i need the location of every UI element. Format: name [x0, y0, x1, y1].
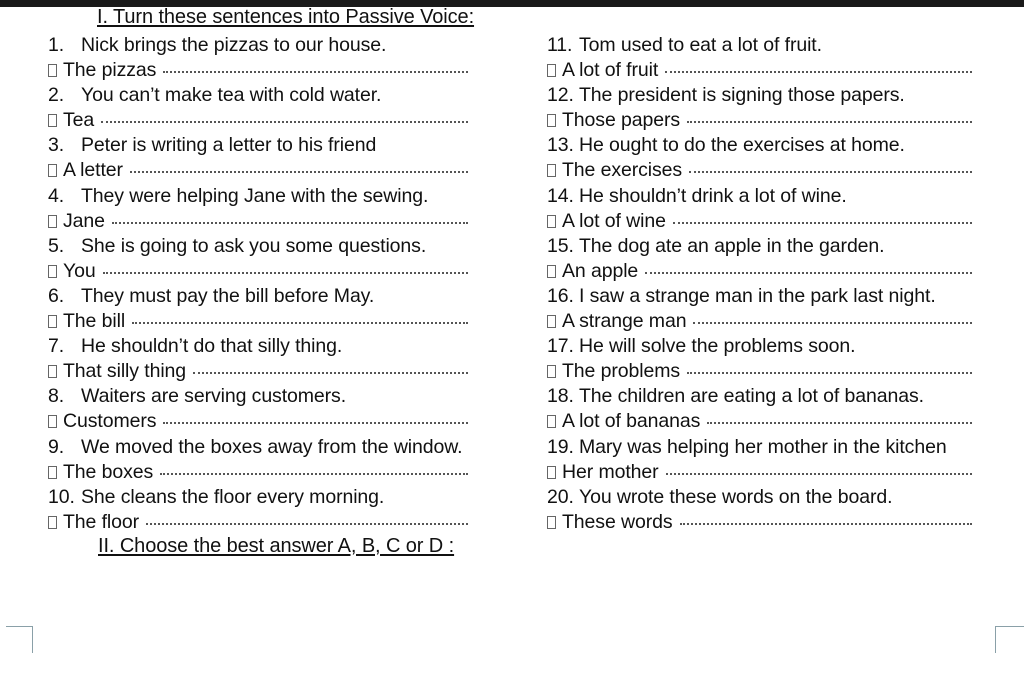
answer-line	[48, 58, 518, 83]
answer-start-text: That silly thing	[63, 360, 187, 383]
sentence-text: Nick brings the pizzas to our house.	[81, 34, 387, 56]
answer-start-text: A lot of wine	[562, 209, 666, 232]
page-corner-mark-left	[6, 626, 33, 653]
bullet-box-icon	[547, 466, 556, 479]
answer-blank[interactable]	[680, 523, 972, 525]
exercise-sentence	[547, 83, 1024, 108]
exercise-sentence	[547, 284, 1024, 309]
answer-blank[interactable]	[665, 71, 972, 73]
exercise-number: 1.	[48, 34, 65, 56]
answer-line	[547, 58, 1024, 83]
exercise-number: 12.	[547, 84, 574, 107]
answer-line	[547, 108, 1024, 133]
exercise-number: 4.	[48, 184, 65, 207]
sentence-text: You wrote these words on the board.	[579, 485, 893, 508]
exercise-sentence	[48, 133, 518, 158]
exercise-number: 18.	[547, 385, 574, 408]
answer-line	[547, 259, 1024, 284]
answer-blank[interactable]	[163, 71, 468, 73]
exercise-sentence	[547, 184, 1024, 209]
sentence-text: He will solve the problems soon.	[579, 335, 856, 358]
answer-line	[48, 409, 518, 434]
exercise-sentence	[547, 133, 1024, 158]
answer-blank[interactable]	[132, 322, 468, 324]
answer-blank[interactable]	[130, 171, 468, 173]
exercise-number: 16.	[547, 284, 574, 307]
answer-line	[48, 309, 518, 334]
answer-blank[interactable]	[101, 121, 468, 123]
exercise-number: 10.	[48, 485, 75, 508]
bullet-box-icon	[48, 466, 57, 479]
answer-blank[interactable]	[666, 473, 972, 475]
sentence-text: She cleans the floor every morning.	[81, 485, 385, 508]
sentence-text: He shouldn’t do that silly thing.	[81, 335, 343, 358]
bullet-box-icon	[547, 265, 556, 278]
answer-line	[547, 309, 1024, 334]
answer-start-text: Customers	[63, 410, 157, 433]
answer-start-text: The pizzas	[63, 59, 157, 82]
answer-start-text: You	[63, 259, 96, 282]
bullet-box-icon	[547, 365, 556, 378]
answer-start-text: An apple	[562, 259, 639, 282]
bullet-box-icon	[547, 315, 556, 328]
bullet-box-icon	[48, 415, 57, 428]
sentence-text: I saw a strange man in the park last night.	[579, 284, 936, 307]
bullet-box-icon	[48, 315, 57, 328]
answer-line	[547, 510, 1024, 535]
exercise-column-right	[547, 33, 1024, 535]
answer-start-text: A letter	[63, 159, 123, 182]
answer-blank[interactable]	[103, 272, 468, 274]
answer-start-text: The problems	[562, 360, 681, 383]
answer-start-text: A strange man	[562, 310, 687, 333]
exercise-sentence	[547, 435, 1024, 460]
sentence-text: They must pay the bill before May.	[81, 284, 375, 307]
exercise-number: 3.	[48, 134, 65, 157]
answer-start-text: A lot of bananas	[562, 410, 701, 433]
answer-line	[547, 460, 1024, 485]
exercise-sentence	[547, 234, 1024, 259]
sentence-text: He ought to do the exercises at home.	[579, 134, 905, 157]
section-1-title: I. Turn these sentences into Passive Voice:	[97, 6, 475, 28]
answer-line	[48, 510, 518, 535]
answer-blank[interactable]	[689, 171, 972, 173]
answer-start-text: Jane	[63, 209, 105, 232]
bullet-box-icon	[48, 516, 57, 529]
exercise-number: 14.	[547, 184, 574, 207]
page-corner-mark-right	[995, 626, 1024, 653]
exercise-number: 19.	[547, 435, 574, 458]
exercise-number: 6.	[48, 284, 65, 307]
answer-line	[547, 209, 1024, 234]
answer-blank[interactable]	[673, 222, 972, 224]
bullet-box-icon	[547, 415, 556, 428]
bullet-box-icon	[48, 265, 57, 278]
bullet-box-icon	[48, 64, 57, 77]
exercise-number: 20.	[547, 485, 574, 508]
exercise-number: 8.	[48, 385, 65, 408]
sentence-text: The children are eating a lot of bananas.	[579, 385, 924, 408]
bullet-box-icon	[48, 365, 57, 378]
answer-line	[547, 158, 1024, 183]
answer-blank[interactable]	[112, 222, 468, 224]
answer-blank[interactable]	[193, 372, 468, 374]
sentence-text: She is going to ask you some questions.	[81, 234, 427, 257]
bullet-box-icon	[48, 114, 57, 127]
bullet-box-icon	[547, 114, 556, 127]
exercise-sentence	[48, 184, 518, 209]
answer-start-text: Tea	[63, 109, 95, 132]
answer-start-text: These words	[562, 510, 673, 533]
exercise-column-left	[48, 33, 518, 535]
exercise-number: 5.	[48, 234, 65, 257]
exercise-sentence	[48, 384, 518, 409]
exercise-sentence	[48, 435, 518, 460]
answer-blank[interactable]	[707, 422, 972, 424]
sentence-text: We moved the boxes away from the window.	[81, 435, 463, 458]
answer-line	[48, 209, 518, 234]
exercise-sentence	[48, 33, 518, 58]
answer-line	[48, 460, 518, 485]
answer-blank[interactable]	[645, 272, 972, 274]
bullet-box-icon	[547, 64, 556, 77]
section-2-title: II. Choose the best answer A, B, C or D :	[98, 535, 455, 557]
answer-start-text: Her mother	[562, 460, 659, 483]
sentence-text: The president is signing those papers.	[579, 84, 905, 107]
answer-line	[48, 108, 518, 133]
answer-start-text: The boxes	[63, 460, 154, 483]
answer-start-text: The bill	[63, 310, 126, 333]
answer-blank[interactable]	[163, 422, 468, 424]
bullet-box-icon	[547, 215, 556, 228]
exercise-sentence	[48, 234, 518, 259]
exercise-number: 15.	[547, 234, 574, 257]
answer-blank[interactable]	[687, 372, 972, 374]
exercise-number: 13.	[547, 134, 574, 157]
exercise-number: 11.	[547, 34, 573, 56]
sentence-text: You can’t make tea with cold water.	[81, 84, 382, 107]
answer-line	[48, 359, 518, 384]
bullet-box-icon	[48, 215, 57, 228]
exercise-sentence	[48, 284, 518, 309]
bullet-box-icon	[547, 164, 556, 177]
answer-start-text: The exercises	[562, 159, 683, 182]
sentence-text: The dog ate an apple in the garden.	[579, 234, 885, 257]
exercise-sentence	[547, 384, 1024, 409]
answer-line	[547, 409, 1024, 434]
answer-line	[48, 158, 518, 183]
exercise-sentence	[547, 485, 1024, 510]
exercise-number: 7.	[48, 335, 65, 358]
sentence-text: Waiters are serving customers.	[81, 385, 347, 408]
answer-start-text: Those papers	[562, 109, 681, 132]
answer-blank[interactable]	[687, 121, 972, 123]
answer-start-text: A lot of fruit	[562, 59, 659, 82]
bullet-box-icon	[48, 164, 57, 177]
answer-blank[interactable]	[146, 523, 468, 525]
exercise-number: 2.	[48, 84, 65, 107]
answer-blank[interactable]	[160, 473, 468, 475]
exercise-sentence	[547, 33, 1024, 58]
sentence-text: Peter is writing a letter to his friend	[81, 134, 377, 157]
sentence-text: Mary was helping her mother in the kitchen	[579, 435, 947, 458]
answer-blank[interactable]	[693, 322, 972, 324]
answer-line	[48, 259, 518, 284]
exercise-sentence	[547, 334, 1024, 359]
sentence-text: He shouldn’t drink a lot of wine.	[579, 184, 847, 207]
exercise-number: 9.	[48, 435, 65, 458]
sentence-text: They were helping Jane with the sewing.	[81, 184, 429, 207]
exercise-sentence	[48, 334, 518, 359]
exercise-number: 17.	[547, 335, 574, 358]
answer-start-text: The floor	[63, 510, 140, 533]
sentence-text: Tom used to eat a lot of fruit.	[579, 34, 822, 56]
bullet-box-icon	[547, 516, 556, 529]
exercise-sentence	[48, 485, 518, 510]
exercise-sentence	[48, 83, 518, 108]
answer-line	[547, 359, 1024, 384]
